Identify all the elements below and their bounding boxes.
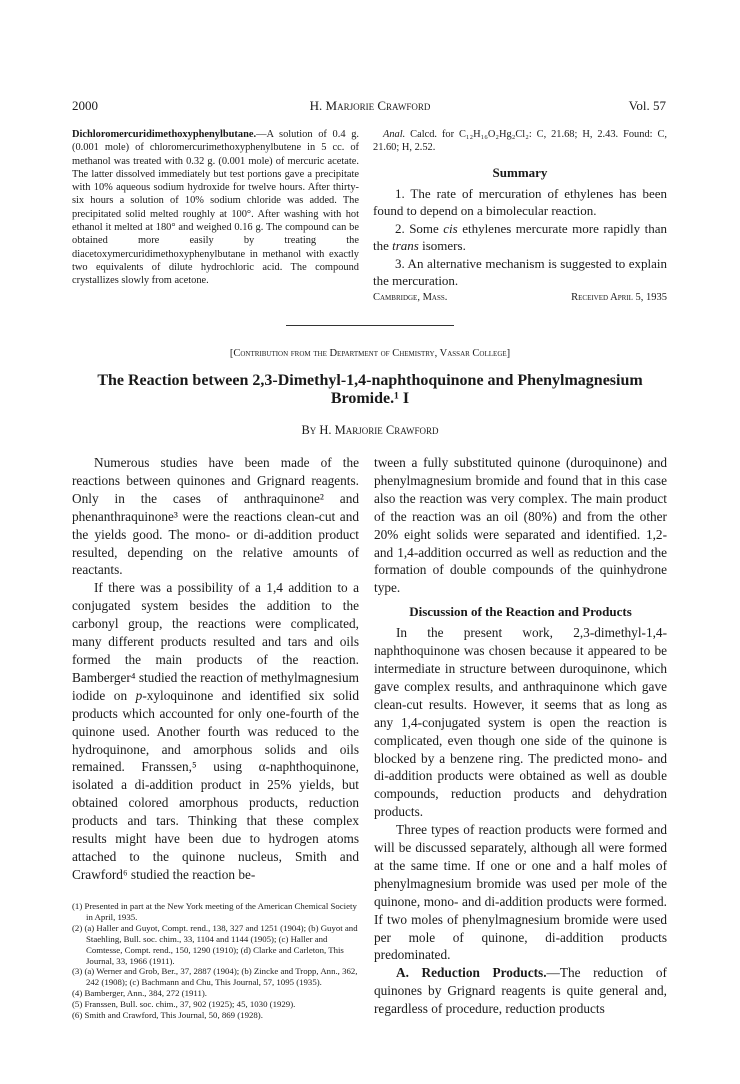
- volume-label: Vol. 57: [628, 98, 666, 113]
- continuation-paragraph: tween a fully substituted quinone (duroquinone) and phenylmagnesium bromide and found that in this case also the reaction was very complex. The main product of the reaction was an oil (80%) and from the other 20% eight solids were separated and identified. 1,2- and 1,4-addition occurred as well as reduction and the formation of double compounds of the quinhydrone type.: [374, 455, 667, 596]
- left-column: [72, 454, 359, 884]
- reduction-paragraph: A. Reduction Products.—The reduction of quinones by Grignard reagents is quite general and, regardless of procedure, reduction products: [374, 965, 667, 1017]
- summary-heading: Summary: [492, 164, 548, 180]
- reduction-heading: A. Reduction Products.: [396, 965, 547, 981]
- summary-item-2: 2. Some cis ethylenes mercurate more rapidly than the trans isomers.: [373, 220, 667, 254]
- footnote-3: (3) (a) Werner and Grob, Ber., 37, 2887 (1904); (b) Zincke and Tropp, Ann., 362, 242 (1908); (c) Bachmann and Chu, This Journal, 57, 1095 (1935).: [72, 966, 358, 988]
- discussion-paragraph: In the present work, 2,3-dimethyl-1,4-naphthoquinone was chosen because it appeared to be intermediate in structure between duroquinone, which gave complex results, and anthraquinone which gave clean-cut results. However, it seems that as long as any 1,4-conjugated system is open the reaction is complicated, even though one side of the quinone is blocked by a benzene ring. The predicted mono- and di-addition products were obtained as well as double compounds, reduction products and dehydration products.: [374, 625, 667, 820]
- experimental-paragraph: [72, 128, 359, 288]
- footnote-4: (4) Bamberger, Ann., 384, 272 (1911).: [72, 988, 207, 999]
- summary-item-1: 1. The rate of mercuration of ethylenes has been found to depend on a bimolecular reaction.: [373, 185, 667, 219]
- location: Cambridge, Mass.: [373, 291, 448, 303]
- footnotes: [72, 901, 359, 1021]
- signoff-line: [373, 292, 667, 308]
- product-types-paragraph: Three types of reaction products were formed and will be discussed separately, although all were formed at the same time. If one or one and a half moles of phenylmagnesium bromide was used per mole of the quinone, mono- and di-addition products were formed. If two moles of phenylmagnesium bromide were used per mole of quinone, di-addition products predominated.: [374, 822, 667, 963]
- anal-label: Anal.: [383, 129, 406, 140]
- running-title: H. Marjorie Crawford: [309, 98, 431, 113]
- background-paragraph: If there was a possibility of a 1,4 addition to a conjugated system besides the addition to the carbonyl group, the reactions were complicated, many different products resulted and tars and oils formed the main products of the reaction. Bamberger⁴ studied the reaction of methylmagnesium iodide on p-xyloquinone and identified six solid products which accounted for only one-fourth of the quinone used. Another fourth was reduced to the hydroquinone, and amorphous solids and oils remained. Franssen,⁵ using α-naphthoquinone, isolated a di-addition product in 25% yields, but obtained colored amorphous products, reduction products and tars. Thinking that these complex results might have been due to hydrogen atoms attached to the quinone nucleus, Smith and Crawford⁶ studied the reaction be-: [72, 580, 359, 882]
- right-column: [374, 454, 667, 1018]
- footnote-5: (5) Franssen, Bull. soc. chim., 37, 902 (1925); 45, 1030 (1929).: [72, 999, 296, 1010]
- article-title: [60, 372, 680, 408]
- discussion-heading: Discussion of the Reaction and Products: [409, 604, 632, 620]
- intro-paragraph: Numerous studies have been made of the reactions between quinones and Grignard reagents. Only in the cases of anthraquinone² and phenanthraquinone³ were the reactions clean-cut and the yields good. The mono- or di-addition product resulted, depending on the relative amounts of reactants.: [72, 455, 359, 578]
- received-date: Received April 5, 1935: [571, 291, 667, 303]
- byline: By H. Marjorie Crawford: [301, 423, 439, 437]
- contribution-line: [Contribution from the Department of Chemistry, Vassar College]: [229, 348, 511, 359]
- section-divider: [286, 325, 454, 326]
- experimental-text: —A solution of 0.4 g. (0.001 mole) of chloromercurimethoxyphenylbutene in 5 cc. of methanol was treated with 0.32 g. (0.001 mole) of mercuric acetate. The latter dissolved immediately but test portions gave a precipitate with 10% aqueous sodium hydroxide for twelve hours. After thirty-six hours a solution of 10% sodium chloride was added. The precipitated solid melted roughly at 100°. After washing with hot ethanol it melted at 180° and weighed 0.16 g. The compound can be obtained more easily by treating the diacetoxymercuridimethoxyphenylbutane in methanol with exactly two equivalents of dilute hydrochloric acid. The compound crystallizes slowly from acetone.: [72, 129, 359, 287]
- article-title-line-2: Bromide.¹ I: [330, 390, 410, 407]
- compound-name: Dichloromercuridimethoxyphenylbutane.: [72, 129, 257, 140]
- summary-section: [373, 128, 667, 308]
- footnote-1: (1) Presented in part at the New York meeting of the American Chemical Society in April, 1935.: [72, 901, 357, 922]
- article-title-line-1: The Reaction between 2,3-Dimethyl-1,4-naphthoquinone and Phenylmagnesium: [97, 372, 643, 389]
- summary-item-3: 3. An alternative mechanism is suggested to explain the mercuration.: [373, 255, 667, 289]
- footnote-6: (6) Smith and Crawford, This Journal, 50, 869 (1928).: [72, 1010, 263, 1021]
- page-number: 2000: [72, 98, 98, 113]
- footnote-2: (2) (a) Haller and Guyot, Compt. rend., 138, 327 and 1251 (1904); (b) Guyot and Staehling, Bull. soc. chim., 33, 1104 and 1144 (1905); (c) Haller and Comtesse, Compt. rend., 150, 1290 (1910); (d) Clarke and Carleton, This Journal, 33, 1966 (1911).: [72, 922, 358, 966]
- anal-values: Calcd. for C₁₂H₁₆O₂Hg₂Cl₂: C, 21.68; H, 2.43. Found: C, 21.60; H, 2.52.: [373, 129, 667, 154]
- analysis-line: [373, 128, 667, 155]
